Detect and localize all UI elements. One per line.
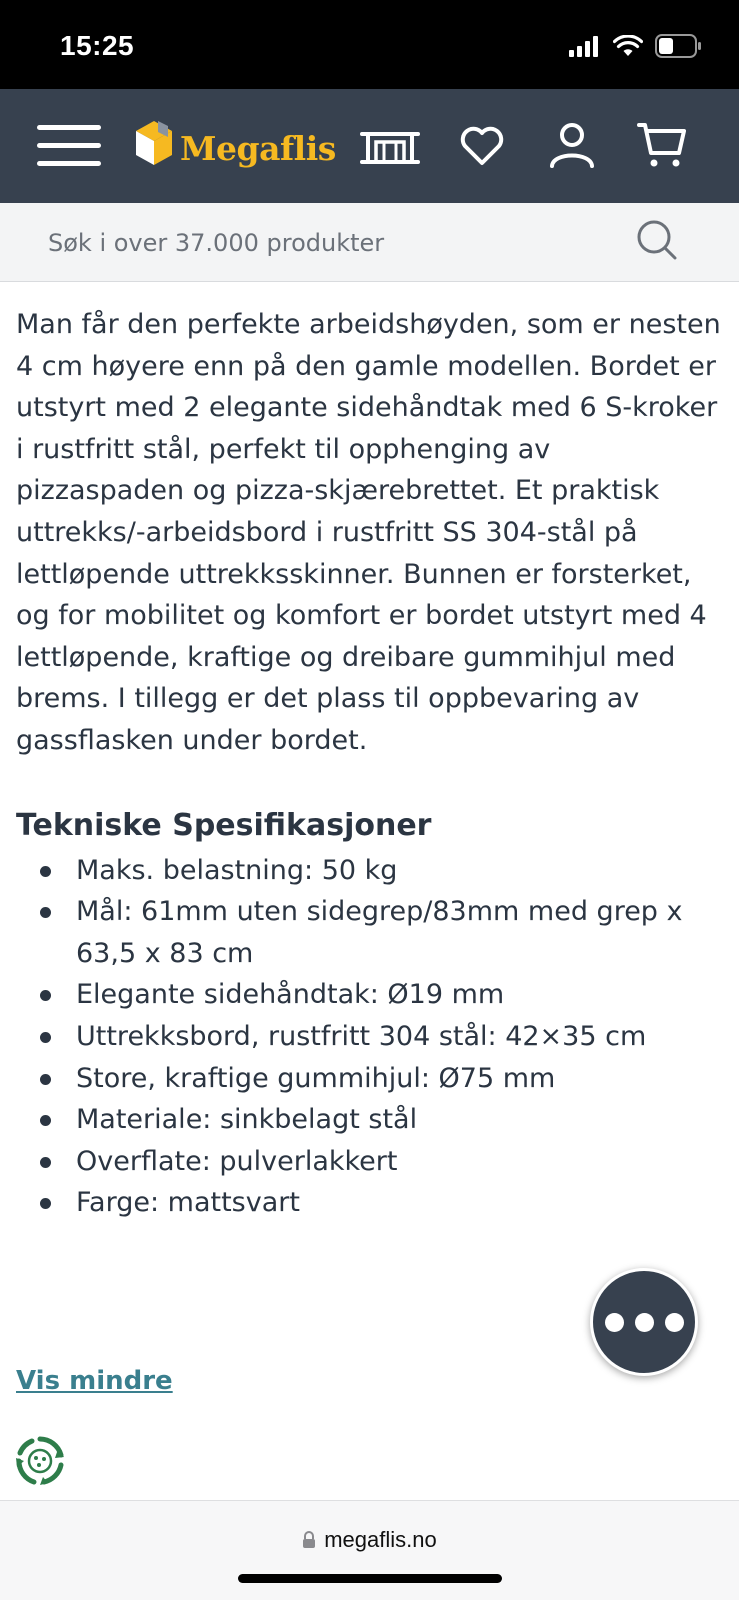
url-display[interactable]: [0, 1527, 739, 1553]
cart-button[interactable]: [632, 117, 692, 173]
recycle-badge-icon: [14, 1435, 66, 1487]
spec-item: Uttrekksbord, rustfritt 304 stål: 42×35 cm: [16, 1016, 726, 1058]
logo-text: Megaflis: [180, 129, 336, 168]
search-bar: [0, 203, 739, 282]
eco-badge[interactable]: [14, 1435, 66, 1487]
spec-item: Store, kraftige gummihjul: Ø75 mm: [16, 1058, 726, 1100]
spec-item: Farge: mattsvart: [16, 1182, 726, 1224]
account-button[interactable]: [544, 117, 600, 173]
status-time: 15:25: [60, 30, 135, 61]
user-icon: [549, 122, 595, 168]
site-header: [0, 89, 739, 203]
wishlist-button[interactable]: [455, 119, 509, 173]
spec-item: Mål: 61mm uten sidegrep/83mm med grep x 63,5 x 83 cm: [16, 891, 726, 974]
specs-title: Tekniske Spesifikasjoner: [16, 807, 432, 843]
cellular-signal-icon: [569, 35, 601, 57]
lock-icon: [302, 1531, 316, 1549]
status-bar: [0, 0, 739, 89]
search-input[interactable]: [48, 221, 608, 265]
product-description-section: [16, 304, 726, 1224]
url-text: megaflis.no: [324, 1527, 437, 1552]
status-icons: [569, 34, 701, 58]
spec-item: Overflate: pulverlakkert: [16, 1141, 726, 1183]
search-icon: [636, 219, 678, 261]
showroom-button[interactable]: [358, 119, 422, 173]
show-less-link[interactable]: Vis mindre: [16, 1366, 173, 1396]
more-dots-icon: [605, 1313, 624, 1332]
spec-item: Maks. belastning: 50 kg: [16, 850, 726, 892]
heart-icon: [459, 125, 505, 167]
showroom-icon: [360, 128, 420, 164]
more-dots-icon: [665, 1313, 684, 1332]
home-indicator[interactable]: [238, 1574, 502, 1583]
menu-button[interactable]: [34, 119, 104, 173]
spec-item: Elegante sidehåndtak: Ø19 mm: [16, 974, 726, 1016]
product-description: Man får den perfekte arbeidshøyden, som er nesten 4 cm høyere enn på den gamle modellen. Bordet er utstyrt med 2 elegante sidehåndtak med 6 S-kroker i rustfritt stål, perfekt til opphenging av pizzaspaden og pizza-skjærebrettet. Et praktisk uttrekks/-arbeidsbord i rustfritt SS 304-stål på lettløpende uttrekksskinner. Bunnen er forsterket, og for mobilitet og komfort er bordet utstyrt med 4 lettløpende, kraftige og dreibare gummihjul med brems. I tillegg er det plass til oppbevaring av gassflasken under bordet.: [16, 309, 721, 756]
specs-list: [16, 850, 726, 1224]
spec-item: Materiale: sinkbelagt stål: [16, 1099, 726, 1141]
wifi-icon: [613, 35, 643, 57]
browser-url-bar[interactable]: [0, 1500, 739, 1600]
battery-icon: [655, 34, 701, 58]
more-dots-icon: [635, 1313, 654, 1332]
megaflis-logo-icon: [134, 119, 174, 167]
search-button[interactable]: [636, 219, 680, 263]
more-options-button[interactable]: [590, 1268, 698, 1376]
cart-icon: [637, 121, 687, 169]
menu-icon: [37, 123, 101, 169]
